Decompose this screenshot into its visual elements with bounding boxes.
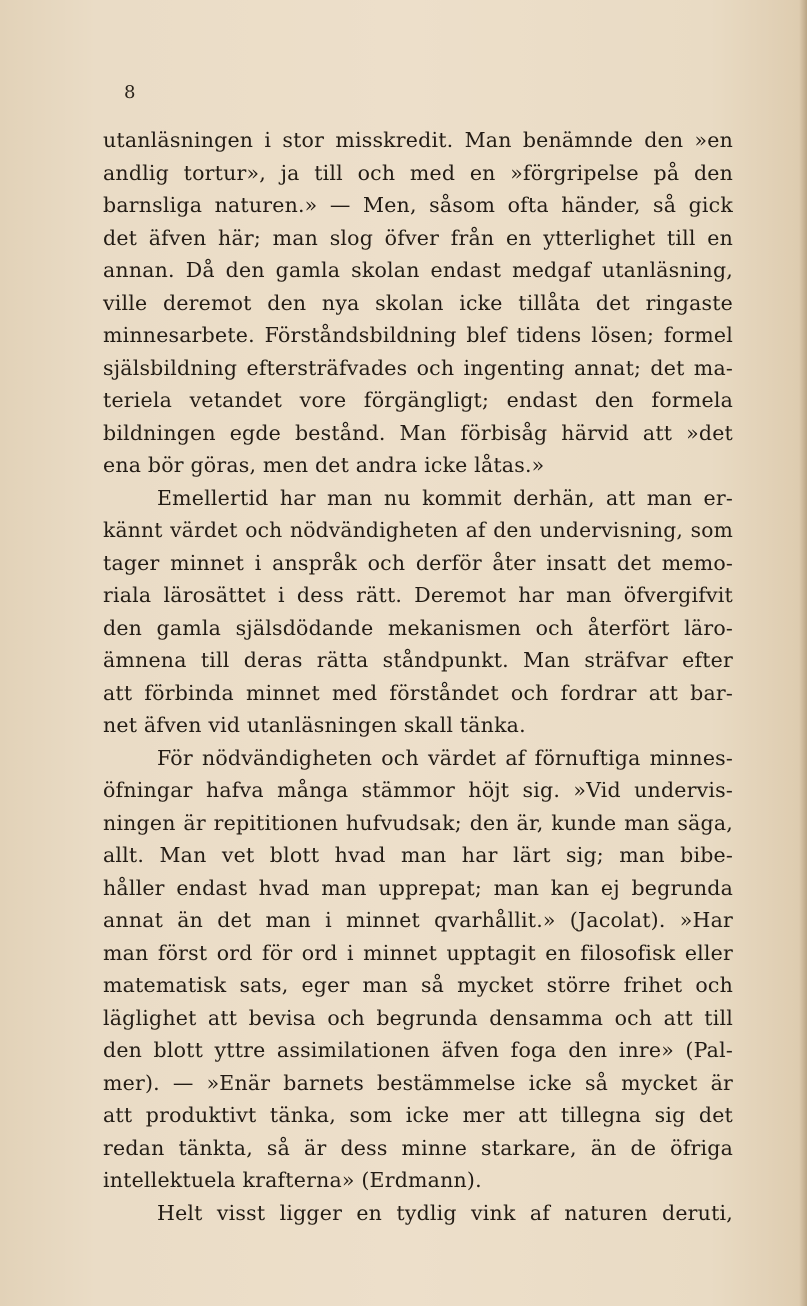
text-line: minnesarbete. Förståndsbildning blef tidens lösen; formel bbox=[103, 323, 733, 347]
text-line: det äfven här; man slog öfver från en ytterlighet till en bbox=[103, 225, 733, 250]
text-line: utanläsningen i stor misskredit. Man benämnde den »en bbox=[103, 128, 733, 152]
text-line: kännt värdet och nödvändigheten af den undervisning, som bbox=[103, 518, 733, 542]
text-line: intellektuela krafterna» (Erdmann). bbox=[103, 1168, 482, 1192]
text-line: ena bör göras, men det andra icke låtas.» bbox=[103, 453, 545, 477]
text-line: net äfven vid utanläsningen skall tänka. bbox=[103, 713, 526, 737]
text-line: annan. Då den gamla skolan endast medgaf utanläsning, bbox=[103, 258, 733, 282]
text-line: läglighet att bevisa och begrunda densamma och att till bbox=[103, 1005, 733, 1030]
text-line: allt. Man vet blott hvad man har lärt sig; man bibe- bbox=[103, 843, 733, 867]
text-line: den blott yttre assimilationen äfven foga den inre» (Pal- bbox=[103, 1038, 733, 1062]
text-line: matematisk sats, eger man så mycket större frihet och bbox=[103, 973, 733, 997]
text-line: redan tänkta, så är dess minne starkare, än de öfriga bbox=[103, 1135, 733, 1160]
text-line: håller endast hvad man upprepat; man kan ej begrunda bbox=[103, 875, 733, 900]
text-line: själsbildning eftersträfvades och ingenting annat; det ma- bbox=[103, 355, 733, 380]
text-line: teriela vetandet vore förgängligt; endast den formela bbox=[103, 388, 733, 412]
text-line: ville deremot den nya skolan icke tillåta det ringaste bbox=[103, 290, 733, 315]
text-line: Helt visst ligger en tydlig vink af naturen deruti, bbox=[157, 1200, 733, 1225]
text-line: att förbinda minnet med förståndet och fordrar att bar- bbox=[103, 680, 733, 705]
text-line: ningen är repititionen hufvudsak; den är, kunde man säga, bbox=[103, 810, 733, 835]
text-line: annat än det man i minnet qvarhållit.» (Jacolat). »Har bbox=[103, 908, 733, 932]
page-edge-shadow bbox=[799, 0, 807, 1306]
text-line: barnsliga naturen.» — Men, såsom ofta händer, så gick bbox=[103, 193, 733, 217]
text-line: riala lärosättet i dess rätt. Deremot har man öfvergifvit bbox=[103, 583, 733, 607]
text-line: öfningar hafva många stämmor höjt sig. »Vid undervis- bbox=[103, 778, 733, 802]
text-line: ämnena till deras rätta ståndpunkt. Man sträfvar efter bbox=[103, 648, 733, 672]
text-line: bildningen egde bestånd. Man förbisåg härvid att »det bbox=[103, 420, 733, 445]
text-line: att produktivt tänka, som icke mer att tillegna sig det bbox=[103, 1103, 733, 1127]
text-line: Emellertid har man nu kommit derhän, att man er- bbox=[157, 485, 733, 510]
text-line: den gamla själsdödande mekanismen och återfört läro- bbox=[103, 615, 733, 640]
text-line: andlig tortur», ja till och med en »förgripelse på den bbox=[103, 160, 733, 185]
text-line: tager minnet i anspråk och derför åter insatt det memo- bbox=[103, 550, 733, 575]
text-line: För nödvändigheten och värdet af förnuftiga minnes- bbox=[157, 745, 733, 770]
body-text bbox=[103, 124, 733, 1229]
text-line: mer). — »Enär barnets bestämmelse icke så mycket är bbox=[103, 1070, 733, 1095]
text-line: man först ord för ord i minnet upptagit en filosofisk eller bbox=[103, 940, 733, 965]
page-number: 8 bbox=[124, 82, 136, 103]
